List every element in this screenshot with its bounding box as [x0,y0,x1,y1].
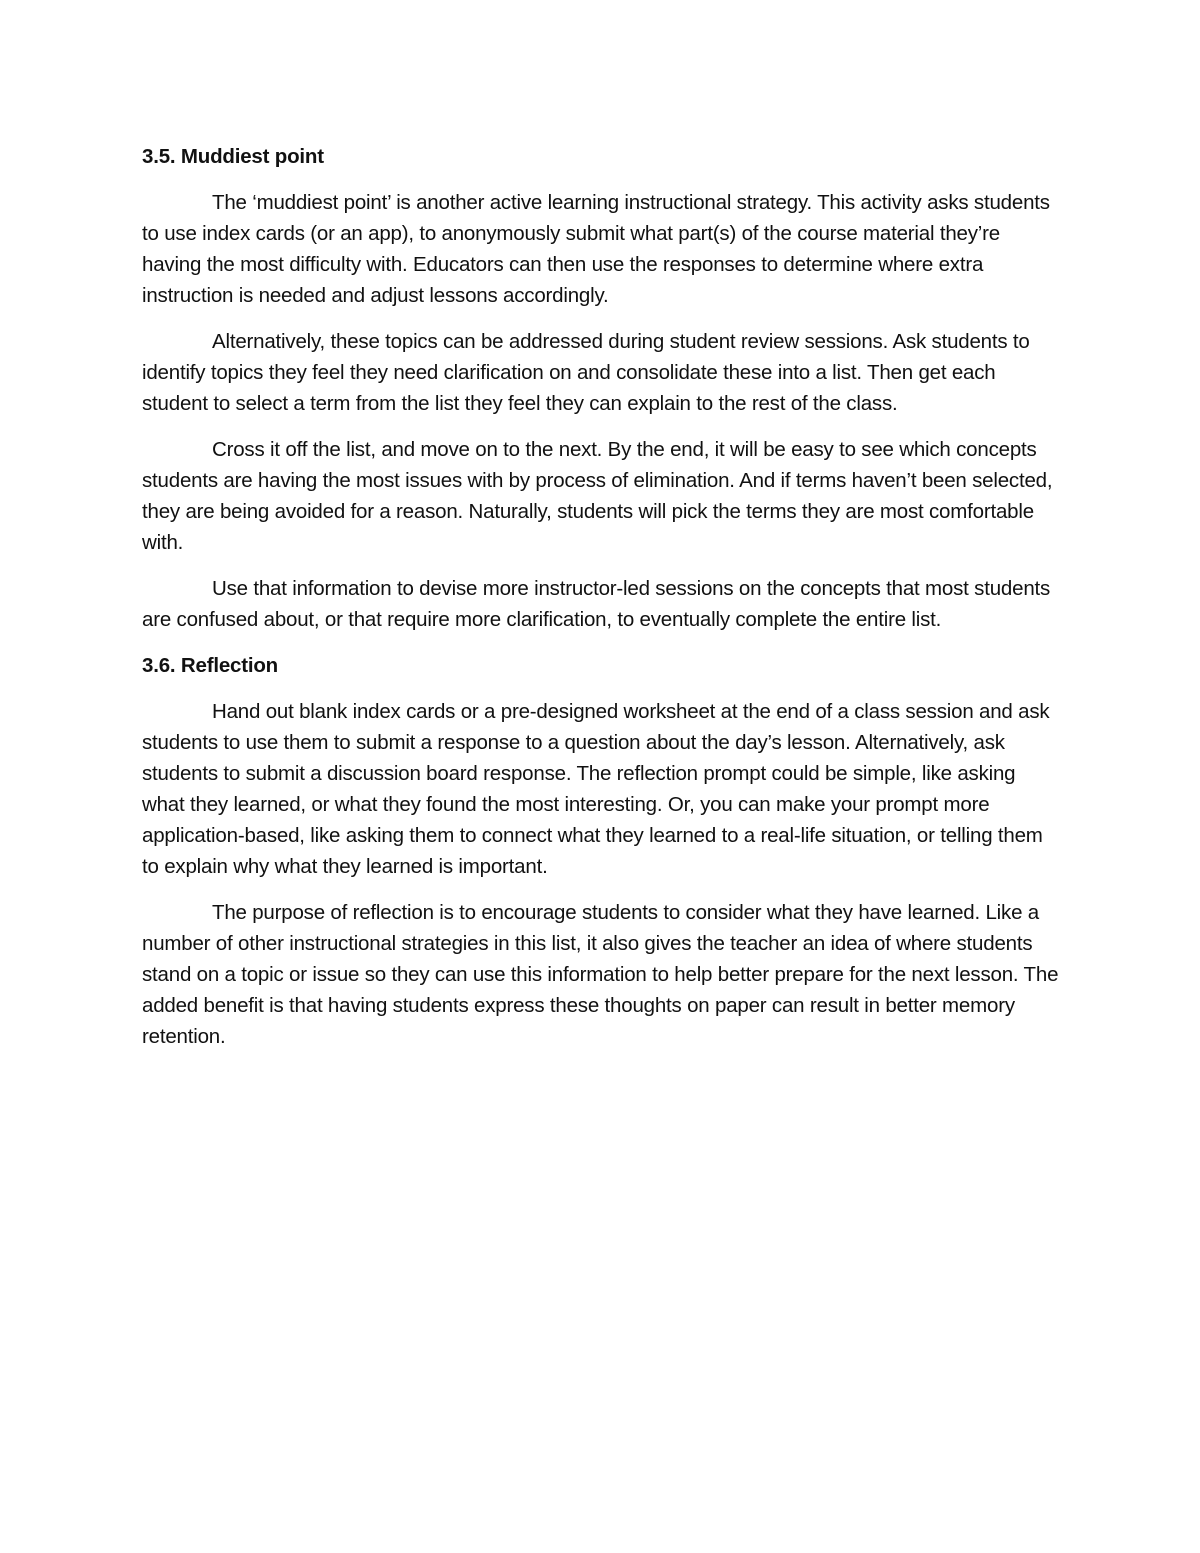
section-heading-reflection: 3.6. Reflection [142,654,278,677]
section-heading-muddiest-point: 3.5. Muddiest point [142,145,324,168]
document-body [142,141,1062,1067]
paragraph: Alternatively, these topics can be addressed during student review sessions. Ask students to identify topics they feel they need clarification on and consolidate these into a list. Then get each student to select a term from the list they feel they can explain to the rest of the class. [142,330,1030,415]
paragraph: Hand out blank index cards or a pre-designed worksheet at the end of a class session and ask students to use them to submit a response to a question about the day’s lesson. Alternatively, ask students to submit a discussion board response. The reflection prompt could be simple, like asking what they learned, or what they found the most interesting. Or, you can make your prompt more application-based, like asking them to connect what they learned to a real-life situation, or telling them to explain why what they learned is important. [142,700,1050,878]
paragraph: Use that information to devise more instructor-led sessions on the concepts that most students are confused about, or that require more clarification, to eventually complete the entire list. [142,577,1051,631]
paragraph: The purpose of reflection is to encourage students to consider what they have learned. Like a number of other instructional strategies in this list, it also gives the teacher an idea of where students stand on a topic or issue so they can use this information to help better prepare for the next lesson. The added benefit is that having students express these thoughts on paper can result in better memory retention. [142,901,1059,1048]
paragraph: The ‘muddiest point’ is another active learning instructional strategy. This activity asks students to use index cards (or an app), to anonymously submit what part(s) of the course material they’re having the most difficulty with. Educators can then use the responses to determine where extra instruction is needed and adjust lessons accordingly. [142,191,1050,307]
paragraph: Cross it off the list, and move on to the next. By the end, it will be easy to see which concepts students are having the most issues with by process of elimination. And if terms haven’t been selected, they are being avoided for a reason. Naturally, students will pick the terms they are most comfortable with. [142,438,1053,554]
